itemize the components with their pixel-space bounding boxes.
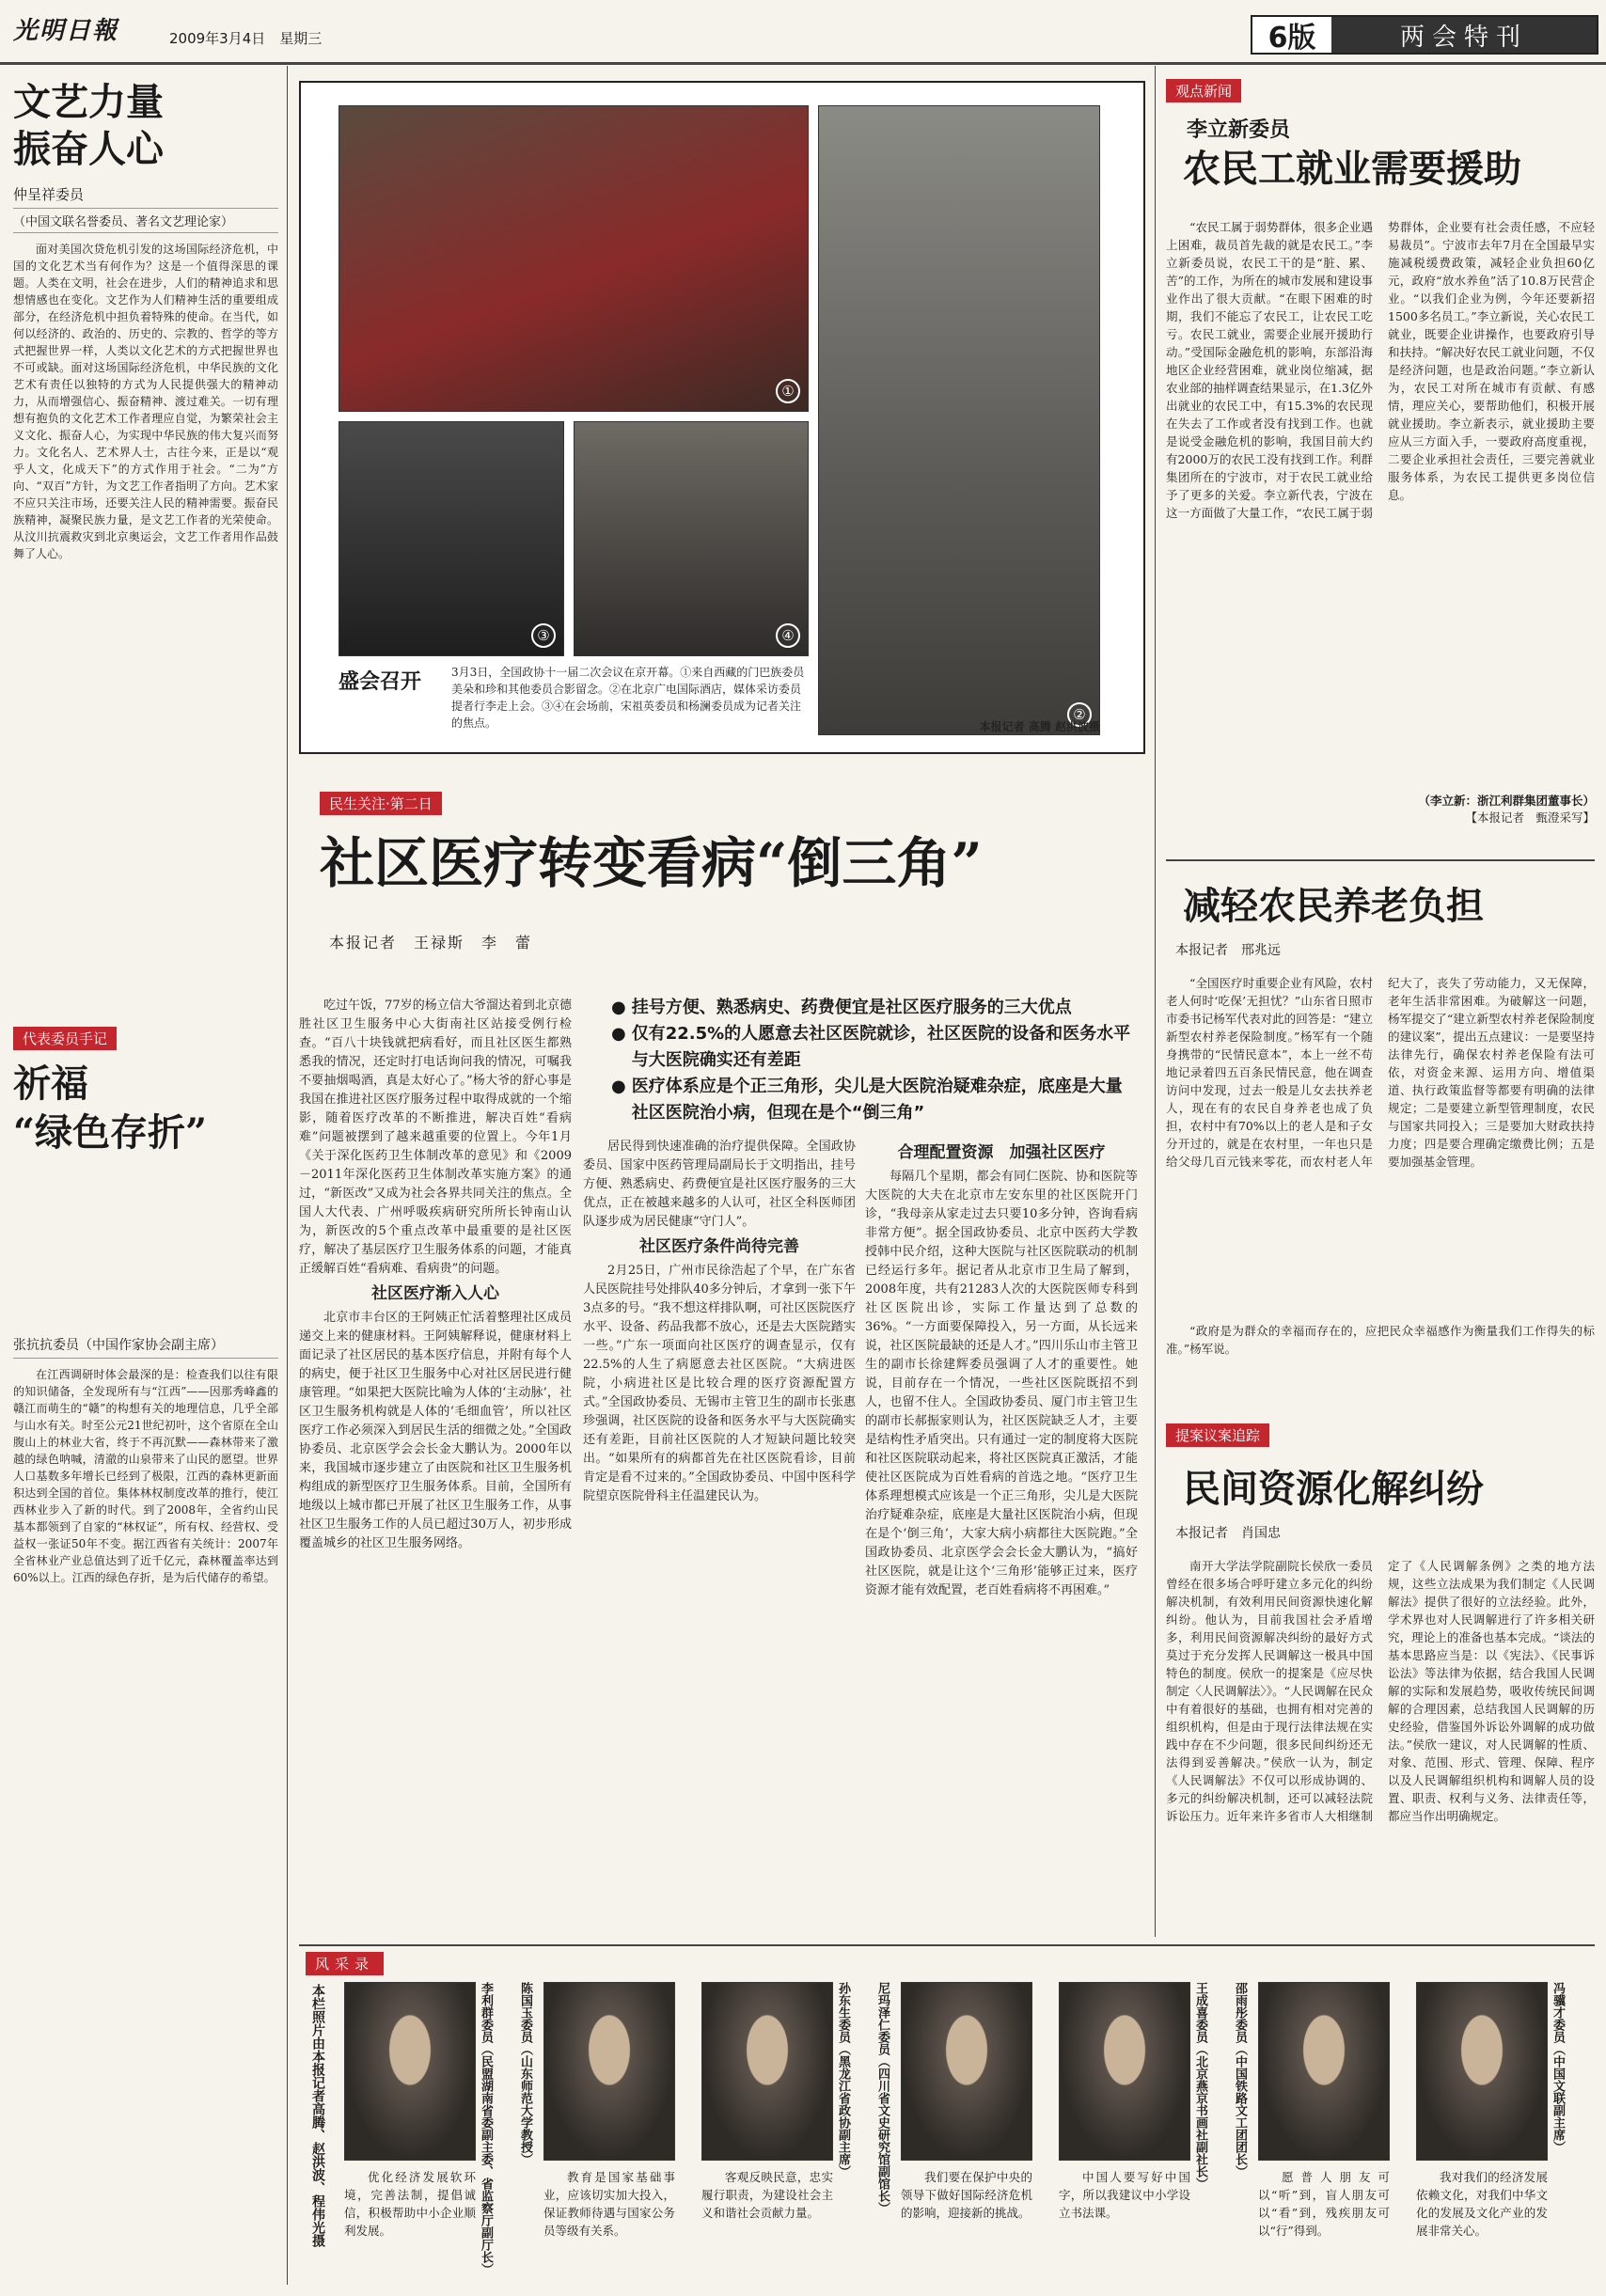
photo-caption-label: 盛会召开 <box>339 670 422 694</box>
main-col2b-text: 2月25日，广州市民徐浩起了个早，在广东省人民医院挂号处排队40多分钟后，才拿到一张下午3点多的号。“我不想这样排队啊，可社区医院医疗水平、设备、药品我都不放心，还是去大医院踏实一些。”广东一项面向社区医疗的调查显示，仅有22.5%的人生了病愿意去社区医院。“大病进医院，小病进社区是比较合理的医疗资源配置方式。”全国政协委员、无锡市主管卫生的副市长张惠珍强调，社区医院的设备和医务水平与大医院确实还有差距，目前社区医院的人才短缺问题比较突出。“如果所有的病都首先在社区医院看诊，目前肯定是看不过来的。”全国政协委员、中国中医科学院望京医院骨科主任温建民认为。 <box>583 1264 856 1503</box>
right-mid-byline: 本报记者 邢兆远 <box>1175 943 1281 958</box>
member-name: 冯骥才委员（中国文联副主席） <box>1551 1982 1565 2153</box>
key-point-text: 仅有22.5%的人愿意去社区医院就诊，社区医院的设备和医务水平与大医院确实还有差距 <box>631 1024 1131 1070</box>
column-rule-right <box>1155 66 1156 1937</box>
masthead-logo: 光明日報 <box>13 17 119 45</box>
member-card <box>1410 1982 1589 2288</box>
member-card <box>339 1982 517 2288</box>
right-mid-title: 减轻农民养老负担 <box>1183 884 1484 928</box>
member-name: 陈国玉委员（山东师范大学教授） <box>518 1982 532 2165</box>
right-top-tag: 观点新闻 <box>1166 79 1241 102</box>
photo-block <box>299 81 1145 754</box>
right-top-name: 李立新委员 <box>1187 118 1291 142</box>
photo-number: ④ <box>776 623 800 648</box>
photo-4 <box>574 421 809 656</box>
right-bottom-title: 民间资源化解纠纷 <box>1183 1467 1484 1511</box>
section-title: 两会特刊 <box>1331 17 1597 53</box>
issue-date: 2009年3月4日 星期三 <box>169 30 323 47</box>
photo-number: ③ <box>531 623 556 648</box>
left-column <box>13 79 278 1179</box>
strip-tag: 风采录 <box>306 1952 384 1975</box>
main-byline: 本报记者 王禄斯 李 蕾 <box>329 934 533 951</box>
member-quote: 愿普人朋友可以“听”到，盲人朋友可以“看”到，残疾朋友可以“行”得到。 <box>1258 2170 1390 2238</box>
article2-title-line2: “绿色存折” <box>13 1110 208 1155</box>
member-name: 李利群委员（民盟湖南省委副主委、省监察厅副厅长） <box>479 1982 493 2275</box>
member-portrait <box>901 1982 1032 2161</box>
article2-author: 张抗抗委员（中国作家协会副主席） <box>13 1335 278 1359</box>
main-section-tag: 民生关注·第二日 <box>320 792 442 815</box>
column-rule-left <box>287 66 288 2285</box>
strip-side-label: 本栏照片由本报记者高腾、赵洪波、程伟光摄 <box>310 1984 325 2247</box>
left-column-lower <box>13 1335 278 2275</box>
member-card <box>696 1982 874 2288</box>
member-card <box>517 1982 696 2288</box>
main-col1-text: 吃过午饭，77岁的杨立信大爷溜达着到北京德胜社区卫生服务中心大街南社区站接受例行检查。“百八十块钱就把病看好，而且社区医生都熟悉我的情况，还定时打电话询问我的情况，可嘱我不要抽烟喝酒，真是太好心了。”杨大爷的舒心事是我国在推进社区医疗服务过程中取得成就的一个缩影，随着医疗改革的不断推进，解决百姓“看病难”问题被摆到了越来越重要的位置上。今年1月《关于深化医药卫生体制改革的意见》和《2009－2011年深化医药卫生体制改革实施方案》的通过，“新医改”又成为社会各界共同关注的焦点。全国人大代表、广州呼吸疾病研究所所长钟南山认为，新医改的5个重点改革中最重要的是社区医疗，解决了基层医疗卫生服务体系的问题，才能真正缓解百姓“看病难、看病贵”的问题。 <box>299 999 572 1276</box>
bullet-icon: ● <box>611 998 626 1017</box>
right-top-body: “农民工属于弱势群体，很多企业遇上困难，裁员首先裁的就是农民工。”李立新委员说，农民工干的是“脏、累、苦”的工作，为所在的城市发展和建设事业作出了很大贡献。“在眼下困难的时期，我们不能忘了农民工，让农民工吃亏。农民工就业，需要企业展开援助行动。”受国际金融危机的影响，东部沿海地区企业经营困难，就业岗位缩减，据农业部的抽样调查结果显示，在1.3亿外出就业的农民工中，有15.3%的农民现在失去了工作或者没有找到工作。也就是说受金融危机的影响，我国目前大约有2000万的农民工没有找到工作。利群集团所在的宁波市，对于农民工就业给予了更多的关爱。李立新代表，宁波在这一方面做了大量工作，“农民工属于弱势群体，企业要有社会责任感，不应轻易裁员”。宁波市去年7月在全国最早实施减税缓费政策，减轻企业负担60亿元，政府“放水养鱼”活了10.8万民营企业。“以我们企业为例，今年还要新招1500多名员工。”李立新说，关心农民工就业，既要企业讲操作，也要政府引导和扶持。“解决好农民工就业问题，不仅是经济问题，也是政治问题。”李立新认为，农民工对所在城市有贡献、有感情，理应关心，要帮助他们，积极开展就业援助。李立新表示，就业援助主要应从三方面入手，一要政府高度重视，二要企业承担社会责任，三要完善就业服务体系，为农民工提供更多岗位信息。 <box>1166 220 1595 520</box>
bullet-icon: ● <box>611 1024 626 1044</box>
right-bottom-article <box>1166 1463 1595 1942</box>
member-card <box>1232 1982 1410 2288</box>
key-point-text: 医疗体系应是个正三角形，尖儿是大医院治疑难杂症，底座是大量社区医院治小病，但现在是个“倒三角” <box>631 1077 1123 1123</box>
main-article-title: 社区医疗转变看病“倒三角” <box>320 831 983 895</box>
member-name: 邵雨彤委员（中国铁路文工团团长） <box>1233 1982 1247 2178</box>
right-top-credit: （李立新：浙江利群集团董事长） <box>1418 794 1595 808</box>
page-box <box>1251 15 1598 55</box>
right-top-reporter: 【本报记者 甄澄采写】 <box>1465 810 1595 825</box>
member-card <box>1053 1982 1232 2288</box>
main-col-3 <box>865 1138 1138 1942</box>
key-point <box>611 1074 1138 1126</box>
section-tag: 代表委员手记 <box>13 1027 117 1050</box>
photo-caption: 3月3日，全国政协十一届二次会议在京开幕。①来自西藏的门巴族委员美朵和珍和其他委员合影留念。②在北京广电国际酒店，媒体采访委员提者行李走上会。③④在会场前，宋祖英委员和杨澜委员成为记者关注的焦点。 <box>451 666 805 730</box>
member-quote: 客观反映民意，忠实履行职责，为建设社会主义和谐社会贡献力量。 <box>701 2170 833 2220</box>
main-subhead-2: 社区医疗条件尚待完善 <box>639 1237 799 1256</box>
member-quote: 我们要在保护中央的领导下做好国际经济危机的影响，迎接新的挑战。 <box>901 2170 1032 2220</box>
member-quote: 中国人要写好中国字，所以我建议中小学设立书法课。 <box>1059 2170 1190 2220</box>
header-rule <box>0 62 1606 65</box>
key-point <box>611 995 1138 1021</box>
photo-number: ① <box>776 379 800 403</box>
main-col3-text: 每隔几个星期，都会有同仁医院、协和医院等大医院的大夫在北京市左安东里的社区医院开门诊，“我母亲从家走过去只要10多分钟，咨询看病非常方便”。据全国政协委员、北京中医药大学教授韩中民介绍，这种大医院与社区医院联动的机制已经运行多年。据记者从北京市卫生局了解到，2008年度，共有21283人次的大医院医师专科到社区医院出诊，实际工作量达到了总数的36%。“一方面要保障投入，另一方面，从长远来说，社区医院最缺的还是人才。”四川乐山市主管卫生的副市长徐建辉委员强调了人才的重要性。她说，目前存在一个情况，一些社区医院既招不到人，也留不住人。全国政协委员、厦门市主管卫生的副市长郝振家则认为，社区医院缺乏人才，主要是结构性矛盾突出。只有通过一定的制度将大医院和社区医院联动起来，将社区医院真正激活，才能使社区医院成为百姓看病的首选之地。“医疗卫生体系理想模式应该是一个正三角形，尖儿是大医院治疗疑难杂症，底座是大量社区医院治小病，但现在是个‘倒三角’，大家大病小病都往大医院跑。”全国政协委员、北京医学会会长金大鹏认为，“搞好社区医院，就是让这个‘三角形’能够正过来，医疗资源才能有效配置，老百姓看病将不再困难。” <box>865 1170 1138 1597</box>
right-mid-body: “全国医疗时重要企业有风险，农村老人何时‘吃保’无担忧？”山东省日照市市委书记杨军代表对此的回答是：“建立新型农村养老保险制度。”杨军有一个随身携带的“民情民意本”，本上一丝不苟地记录着四五百条民情民意，他在调查访问中发现，过去一般是儿女去扶养老人，现在有的农民自身养老也成了负担，农村中有70%以上的老人是和子女分开过的，就是在农村里，一年也只是给父母几百元钱来零花，而农村老人年纪大了，丧失了劳动能力，又无保障，老年生活非常困难。为破解这一问题，杨军提交了“建立新型农村养老保险制度的建议案”，提出五点建议：一是要坚持法律先行，确保农村养老保险有法可依，对资金来源、运用方向、增值渠道、执行政策监督等都要有明确的法律规定；二是要建立新型管理制度，农民与国家共同投入；三是要加大财政扶持力度；四是要合理确定缴费比例；五是要加强基金管理。 <box>1166 976 1595 1169</box>
right-bottom-tag: 提案议案追踪 <box>1166 1423 1269 1447</box>
main-col-2 <box>583 1138 856 1942</box>
key-points <box>611 995 1138 1126</box>
right-mid-article <box>1166 880 1595 1407</box>
right-bottom-byline: 本报记者 肖国忠 <box>1175 1526 1281 1541</box>
article2-title-line1: 祈福 <box>13 1062 88 1106</box>
bullet-icon: ● <box>611 1077 626 1096</box>
key-point-text: 挂号方便、熟悉病史、药费便宜是社区医疗服务的三大优点 <box>631 998 1072 1017</box>
main-subhead-1: 社区医疗渐入人心 <box>371 1284 499 1303</box>
member-quote: 我对我们的经济发展依赖文化，对我们中华文化的发展及文化产业的发展非常关心。 <box>1416 2170 1548 2238</box>
page-number: 6版 <box>1252 17 1331 53</box>
right-divider-1 <box>1166 859 1595 861</box>
right-top-title: 农民工就业需要援助 <box>1183 147 1521 191</box>
article-title-line2: 振奋人心 <box>13 127 164 171</box>
member-card <box>874 1982 1053 2288</box>
main-tag-wrap <box>320 792 442 815</box>
right-mid-tail: “政府是为群众的幸福而存在的，应把民众幸福感作为衡量我们工作得失的标准。”杨军说。 <box>1166 1324 1595 1356</box>
article2-body: 在江西调研时体会最深的是：检查我们以往有限的知识储备，全发现所有与“江西”——因那秀峰鑫的赣江而萌生的“赣”的构想有关的地理信息，几乎全部与山水有关。时至公元21世纪初叶，这个省原在全山腹山上的林业大省，终于不再沉默——森林带来了激越的绿色呐喊，清澈的山泉带来了山民的愿望。世界人口基数多年增长已经到了极限，江西的森林更新面积达到全国的首位。集体林权制度改革的推行，使江西林业步入了新的时代。到了2008年，全省约山民基本都领到了自家的“林权证”，所有权、经营权、受益权一张证50年不变。据江西省有关统计：2007年全省林业产业总值达到了近千亿元，森林覆盖率达到60%以上。江西的绿色存折，是为后代储存的希望。 <box>13 1368 278 1584</box>
key-point <box>611 1021 1138 1074</box>
member-portrait <box>543 1982 675 2161</box>
member-name: 孙东生委员（黑龙江省政协副主席） <box>836 1982 850 2178</box>
photo-2 <box>818 105 1100 735</box>
main-col-1 <box>299 997 572 1942</box>
article-title-line1: 文艺力量 <box>13 80 164 124</box>
article-author: 仲呈祥委员 <box>13 186 85 203</box>
portrait-strip <box>339 1982 1595 2288</box>
member-portrait <box>1059 1982 1190 2161</box>
member-portrait <box>1258 1982 1390 2161</box>
strip-tag-wrap <box>306 1952 384 1975</box>
photo-1 <box>339 105 809 412</box>
member-portrait <box>344 1982 476 2161</box>
right-bottom-body: 南开大学法学院副院长侯欣一委员曾经在很多场合呼吁建立多元化的纠纷解决机制，有效利用民间资源快速化解纠纷。他认为，目前我国社会矛盾增多，利用民间资源解决纠纷的最好方式莫过于充分发挥人民调解这一极具中国特色的制度。侯欣一的提案是《应尽快制定〈人民调解法〉》。“人民调解在民众中有着很好的基础，也拥有相对完善的组织机构，但是由于现行法律法规在实践中存在不少问题，很多民间纠纷还无法得到妥善解决。”侯欣一认为，制定《人民调解法》不仅可以形成协调的、多元的纠纷解决机制，还可以减轻法院诉讼压力。近年来许多省市人大相继制定了《人民调解条例》之类的地方法规，这些立法成果为我们制定《人民调解法》提供了很好的立法经验。此外，学术界也对人民调解进行了许多相关研究，理论上的准备也基本完成。“谈法的基本思路应当是：以《宪法》、《民事诉讼法》等法律为依据，结合我国人民调解的实际和发展趋势，吸收传统民间调解的合理因素，总结我国人民调解的历史经验，借鉴国外诉讼外调解的成功做法。”侯欣一建议，对人民调解的性质、对象、范围、形式、管理、保障、程序以及人民调解组织机构和调解人员的设置、职责、权利与义务、法律责任等，都应当作出明确规定。 <box>1166 1559 1595 1823</box>
member-name: 王成喜委员（北京燕京书画社副社长） <box>1193 1982 1207 2190</box>
right-top-article <box>1166 79 1595 856</box>
member-portrait <box>701 1982 833 2161</box>
member-quote: 优化经济发展软环境，完善法制，提倡诚信，积极帮助中小企业顺利发展。 <box>344 2170 476 2238</box>
photo-3 <box>339 421 564 656</box>
photo-credit: 本报记者 高腾 赵洪波摄 <box>979 720 1100 733</box>
main-col2-text: 居民得到快速准确的治疗提供保障。全国政协委员、国家中医药管理局副局长于文明指出，挂号方便、熟悉病史、药费便宜是社区医疗服务的三大优点，正在被越来越多的人认可，社区全科医师团队逐步成为居民健康“守门人”。 <box>583 1140 856 1229</box>
strip-rule <box>299 1944 1595 1946</box>
photo-number: ② <box>1067 702 1092 727</box>
article-body: 面对美国次贷危机引发的这场国际经济危机，中国的文化艺术当有何作为？这是一个值得深思的课题。人类在文明，社会在进步，人们的精神追求和思想情感也在变化。文艺作为人们精神生活的重要组成部分，在经济危机中担负着特殊的使命。在当代，如何以经济的、政治的、历史的、宗教的、哲学的等方式把握世界一样，人类以文化艺术的方式把握世界也不可或缺。面对这场国际经济危机，中华民族的文化艺术有责任以独特的方式为人民提供强大的精神动力，从而增强信心、振奋精神、渡过难关。一切有理想有抱负的文化艺术工作者理应自觉，为繁荣社会主义文化、振奋人心，为实现中华民族的伟大复兴而努力。文化名人、艺术界人士，古往今来，正是以“观乎人文，化成天下”的方式作用于社会。“二为”方向、“双百”方针，为文艺工作者指明了方向。艺术家不应只关注市场，还要关注人民的精神需要。振奋民族精神，凝聚民族力量，是文艺工作者的光荣使命。从汶川抗震救灾到北京奥运会，文艺工作者用作品鼓舞了人心。 <box>13 243 278 560</box>
member-portrait <box>1416 1982 1548 2161</box>
member-quote: 教育是国家基础事业，应该切实加大投入，保证教师待遇与国家公务员等级有关系。 <box>543 2170 675 2238</box>
main-subhead-3: 合理配置资源 加强社区医疗 <box>897 1143 1106 1162</box>
right-bottom-tag-wrap <box>1166 1423 1269 1447</box>
member-name: 尼玛泽仁委员（四川省文史研究馆副馆长） <box>875 1982 890 2214</box>
author-note: （中国文联名誉委员、著名文艺理论家） <box>13 208 278 233</box>
main-col1b-text: 北京市丰台区的王阿姨正忙活着整理社区成员递交上来的健康材料。王阿姨解释说，健康材料上面记录了社区居民的基本医疗信息，并附有每个人的病史，便于社区卫生服务中心对社区居民进行健康管理。“如果把大医院比喻为人体的‘主动脉’，社区卫生服务机构就是人体的‘毛细血管’，所以社区医疗工作必须深入到居民生活的细微之处。”全国政协委员、北京医学会会长金大鹏认为。2000年以来，我国城市逐步建立了由医院和社区卫生服务机构组成的新型医疗卫生服务体系。目前，全国所有地级以上城市都已开展了社区卫生服务工作，从事社区卫生服务工作的人员已超过30万人，初步形成覆盖城乡的社区卫生服务网络。 <box>299 1311 572 1550</box>
